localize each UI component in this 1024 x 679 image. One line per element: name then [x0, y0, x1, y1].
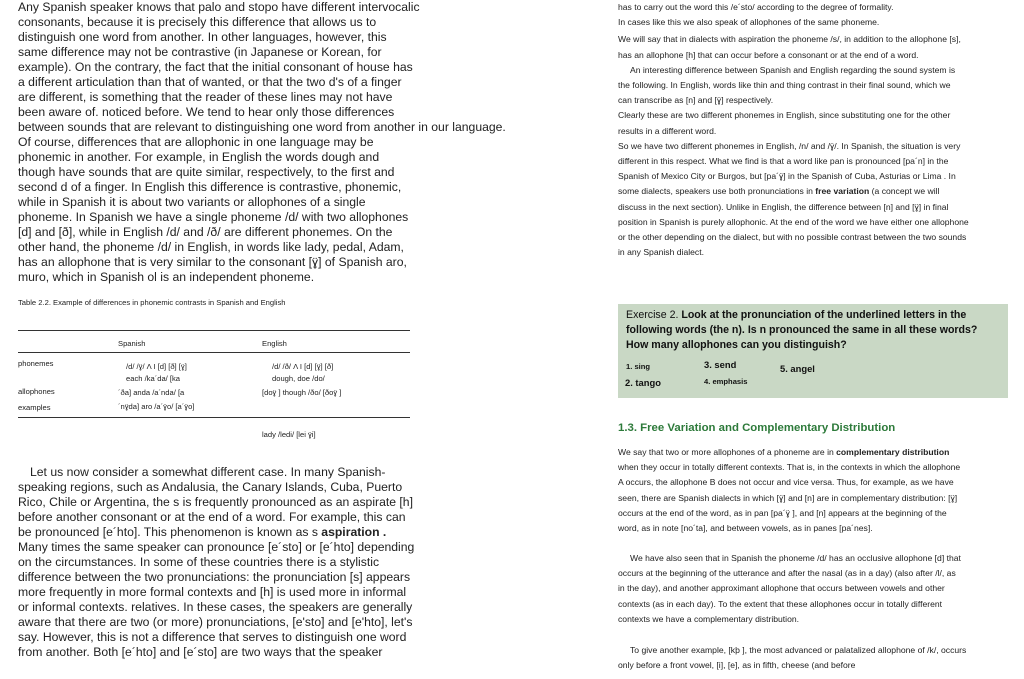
text-line: can transcribe as [n] and [ɣ̈] respectively. — [618, 95, 774, 106]
text-line: on the circumstances. In some of these countries there is a stylistic — [18, 555, 380, 569]
table-cell-english-1: /d/ /ð/ Λ I [d] [ɣ̈] [ð] — [272, 362, 334, 371]
text-line: or informal contexts. relatives. In these cases, the speakers are generally — [18, 600, 413, 614]
text-line: has an allophone [h] that can occur before a consonant or at the end of a word. — [618, 49, 919, 60]
palatalized-allophone-lines — [618, 643, 1018, 673]
complementary-distribution-paragraph — [618, 445, 1018, 536]
text-line: aware that there are two (or more) pronunciations, [e'sto] and [e'hto], let's — [18, 615, 413, 629]
table-bottom-rule — [18, 417, 410, 418]
text-line: different in this respect. What we find is that a word like pan is pronounced [pa´n] in the — [618, 156, 949, 167]
text-line: a different articulation than that of wanted, or that the two d's of a finger — [18, 75, 402, 89]
text-line: example). On the contrary, the fact that the initial consonant of house has — [18, 60, 413, 74]
text-line: though have sounds that are quite similar, respectively, to the first and — [18, 165, 395, 179]
occlusive-allophone-lines — [618, 551, 1018, 627]
text-line: discuss in the next section). Unlike in English, the difference between [n] and [ɣ̈] in final — [618, 201, 949, 212]
text-line: phoneme. In Spanish we have a single phoneme /d/ with two allophones — [18, 210, 409, 224]
exercise-item-1: 1. sing — [626, 362, 651, 371]
text-line: Any Spanish speaker knows that palo and stopo have different intervocalic — [18, 0, 420, 14]
exercise-box — [618, 304, 1008, 398]
text-line: We say that two or more allophones of a phoneme are in complementary distribution — [618, 447, 950, 457]
section-heading: 1.3. Free Variation and Complementary Distribution — [618, 422, 896, 434]
text-line: from another. Both [e´hto] and [e´sto] are two ways that the speaker — [18, 645, 383, 659]
table-header-spanish: Spanish — [118, 339, 146, 348]
exercise-item-3: 3. send — [704, 359, 737, 370]
text-line: some dialects, speakers use both pronunciations in free variation (a concept we will — [618, 186, 940, 197]
text-line: Spanish of Mexico City or Burgos, but [pa´ɣ̈] in the Spanish of Cuba, Asturias or Lima . In — [618, 171, 956, 182]
text-line: consonants, because it is precisely this difference that allows us to — [18, 15, 377, 29]
text-line: occurs at the beginning of the utterance and after the nasal (as in a day) (also after /l/, as — [618, 568, 956, 579]
text-line: So we have two different phonemes in English, /n/ and /ɣ̈/. In Spanish, the situation is very — [618, 140, 961, 151]
exercise-title-label: Exercise 2. — [626, 309, 682, 321]
table-cell-english-3: [doɣ̈ ] though /ðo/ [ðoɣ̈ ] — [262, 388, 342, 397]
table-cell-english-2: dough, doe /do/ — [272, 374, 325, 383]
table-row-label-examples: examples — [18, 403, 51, 412]
text-line: are different, is something that the reader of these lines may not have — [18, 90, 393, 104]
text-line: in the day), and another approximant allophone that occurs between vowels and other — [618, 583, 945, 594]
complementary-distribution-lines — [618, 445, 1018, 536]
text-line: Clearly these are two different phonemes in English, since substituting one for the other — [618, 110, 951, 121]
exercise-item-4: 4. emphasis — [704, 377, 748, 386]
table-header-rule — [18, 352, 410, 353]
text-line: Rico, Chile or Argentina, the s is frequently pronounced as an aspirate [h] — [18, 495, 413, 509]
text-line: We have also seen that in Spanish the phoneme /d/ has an occlusive allophone [d] that — [630, 553, 961, 563]
text-line: [d] and [ð], while in English /d/ and /ð/ are different phonemes. On the — [18, 225, 393, 239]
text-line: seen, there are Spanish dialects in which [ɣ̈] and [n] are in complementary distribution: [ɣ̈] — [618, 492, 958, 503]
text-line: word, as in note [no´ta], and between vowels, as in panes [pa´nes]. — [618, 523, 873, 534]
text-line: between sounds that are relevant to distinguishing one word from another in our language. — [18, 120, 506, 134]
text-line: distinguish one word from another. In other languages, however, this — [18, 30, 387, 44]
text-line: Many times the same speaker can pronounce [e´sto] or [e´hto] depending — [18, 540, 415, 554]
text-line: been aware of. noticed before. We tend to hear only those differences — [18, 105, 395, 119]
palatalized-allophone-paragraph — [618, 643, 1018, 673]
text-line: the following. In English, words like thin and thing contrast in their final sound, which we — [618, 80, 951, 91]
exercise-item-2: 2. tango — [625, 377, 661, 388]
text-line: results in a different word. — [618, 125, 717, 136]
term-complementary-distribution: complementary distribution — [836, 447, 950, 457]
text-line: Of course, differences that are allophonic in one language may be — [18, 135, 374, 149]
exercise-title-question: Look at the pronunciation of the underlined letters in the following words (the n). Is n pronounced the same in all these words? How many allophones can you distinguish? — [626, 309, 978, 351]
paragraph-aspiration-lines — [18, 465, 518, 660]
text-line: To give another example, [kþ ], the most advanced or palatalized allophone of /k/, occurs — [630, 645, 967, 655]
term-aspiration: aspiration . — [317, 525, 387, 539]
text-line: Let us now consider a somewhat different case. In many Spanish- — [30, 465, 386, 479]
text-line: muro, which in Spanish ol is an independent phoneme. — [18, 270, 315, 284]
text-line: while in Spanish it is about two variants or allophones of a single — [18, 195, 366, 209]
right-top-lines — [618, 0, 1018, 260]
text-line: contexts we have a complementary distribution. — [618, 613, 800, 624]
text-line: when they occur in totally different contexts. That is, in the contexts in which the allophone — [618, 462, 961, 473]
table-caption: Table 2.2. Example of differences in phonemic contrasts in Spanish and English — [18, 298, 286, 307]
text-line: same difference may not be contrastive (in Japanese or Korean, for — [18, 45, 382, 59]
table-header-english: English — [262, 339, 287, 348]
text-line: difference between the two pronunciations: the pronunciation [s] appears — [18, 570, 411, 584]
text-line: position in Spanish is purely allophonic. At the end of the word we have either one allophone — [618, 216, 969, 227]
text-line: before another consonant or at the end of a word. For example, this can — [18, 510, 406, 524]
text-line: phonemic in another. For example, in English the words dough and — [18, 150, 380, 164]
text-line: or the other depending on the dialect, but with no possible contrast between the two sounds — [618, 232, 967, 243]
right-top-text — [618, 0, 1018, 260]
text-line: in any Spanish dialect. — [618, 247, 704, 258]
text-line: has an allophone that is very similar to the consonant [ɣ̈] of Spanish aro, — [18, 255, 407, 269]
term-free-variation: free variation — [815, 186, 870, 197]
table-top-rule — [18, 330, 410, 331]
exercise-title — [626, 308, 1002, 353]
text-line: be pronounced [e´hto]. This phenomenon is known as s aspiration . — [18, 525, 387, 539]
table-cell-english-4: lady /ledi/ [lei ɣ̈i] — [262, 430, 316, 439]
text-line: second d of a finger. In English this difference is contrastive, phonemic, — [18, 180, 402, 194]
text-line: only before a front vowel, [i], [e], as in fifth, cheese (and before — [618, 660, 856, 671]
text-line: say. However, this is not a difference that serves to distinguish one word — [18, 630, 407, 644]
table-cell-spanish-1: /d/ /ɣ̈/ Λ I [d] [ð] [ɣ̈] — [126, 362, 187, 371]
table-row-label-phonemes: phonemes — [18, 359, 54, 368]
paragraph-allophones-intro — [18, 0, 518, 285]
text-line: An interesting difference between Spanish and English regarding the sound system is — [630, 64, 956, 75]
text-line: more frequently in more formal contexts and [h] is used more in informal — [18, 585, 407, 599]
table-cell-spanish-4: ´nɣ̈da] aro /a´ɣ̈o/ [a´ɣ̈o] — [118, 402, 195, 411]
table-row-label-allophones: allophones — [18, 387, 55, 396]
text-line: In cases like this we also speak of allophones of the same phoneme. — [618, 17, 880, 28]
paragraph-aspiration — [18, 465, 518, 660]
table-cell-spanish-2: each /ka´da/ [ka — [126, 374, 181, 383]
text-line: A occurs, the allophone B does not occur and vice versa. Thus, for example, as we have — [618, 477, 954, 488]
text-line: speaking regions, such as Andalusia, the Canary Islands, Cuba, Puerto — [18, 480, 403, 494]
text-line: other hand, the phoneme /d/ in English, in words like lady, pedal, Adam, — [18, 240, 404, 254]
occlusive-allophone-paragraph — [618, 551, 1018, 627]
exercise-item-5: 5. angel — [780, 363, 815, 374]
table-cell-spanish-3: ´ða] anda /a´nda/ [a — [118, 388, 185, 397]
text-line: contexts (as in each day). To the extent that these allophones occur in totally different — [618, 598, 943, 609]
text-line: We will say that in dialects with aspiration the phoneme /s/, in addition to the allophone [s], — [618, 34, 961, 45]
text-line: occurs at the end of the word, as in pan [pa´ɣ̈ ], and [n] appears at the beginning of the — [618, 507, 947, 518]
text-line: has to carry out the word this /e´sto/ according to the degree of formality. — [618, 2, 894, 12]
